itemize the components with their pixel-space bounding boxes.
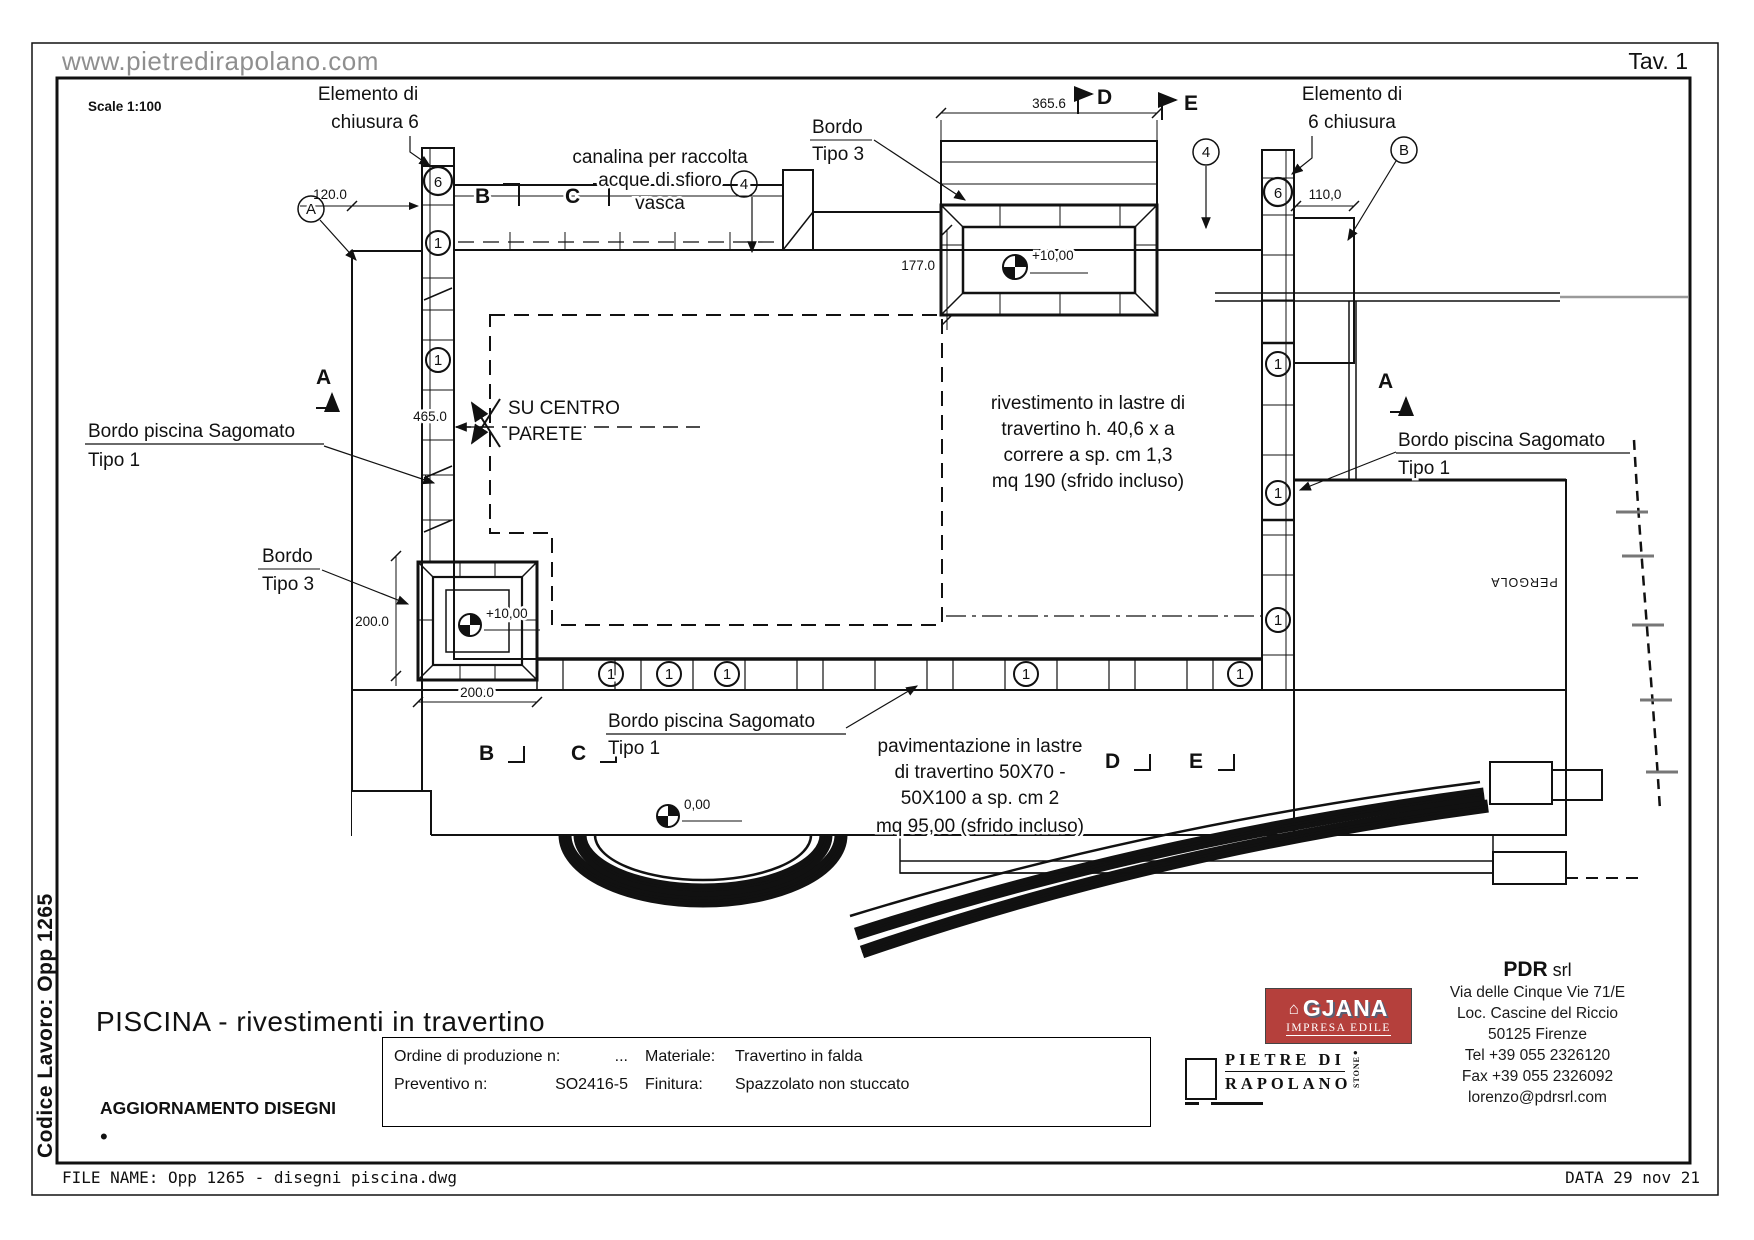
elevation-value: +10,00 [486, 606, 528, 621]
gjana-name: GJANA [1302, 994, 1389, 1021]
label-bordo-tipo3-left [258, 546, 408, 604]
stone-dot: ● [1353, 1048, 1358, 1057]
elevation-value: 0,00 [684, 797, 711, 812]
svg-text:465.0: 465.0 [413, 409, 447, 424]
file-name: FILE NAME: Opp 1265 - disegni piscina.dwg [62, 1168, 457, 1187]
job-code-vertical: Codice Lavoro: Opp 1265 [34, 893, 57, 1158]
order-value: ... [614, 1048, 628, 1065]
callout-1: 1 [1235, 666, 1245, 683]
order-label: Ordine di produzione n: [394, 1048, 561, 1065]
elevation-value: +10,00 [1032, 248, 1074, 263]
callout-6: 6 [1273, 185, 1283, 202]
svg-text:SU CENTRO: SU CENTRO [508, 398, 620, 419]
pdr-type: srl [1547, 960, 1572, 980]
vasca-dashed-outline [456, 315, 1262, 625]
svg-text:110,0: 110,0 [1308, 187, 1342, 202]
website-url: www.pietredirapolano.com [62, 46, 379, 76]
bottom-tile-row [537, 659, 1262, 690]
callout-1: 1 [1273, 612, 1283, 629]
section-a-right: A [1378, 370, 1394, 393]
callout-6: 6 [433, 174, 443, 191]
pdr-address3: 50125 Firenze [1487, 1026, 1588, 1043]
house-icon: ⌂ [1288, 998, 1299, 1018]
svg-text:Elemento di: Elemento di [1301, 84, 1403, 105]
svg-text:vasca: vasca [635, 193, 685, 214]
label-pavimentazione [876, 736, 1084, 837]
label-canalina [572, 147, 748, 214]
section-c-bottom: C [571, 742, 587, 765]
svg-text:correre a sp. cm 1,3: correre a sp. cm 1,3 [1003, 445, 1173, 466]
callout-1: 1 [1273, 356, 1283, 373]
svg-text:200.0: 200.0 [460, 685, 494, 700]
svg-text:mq 95,00 (sfrido incluso): mq 95,00 (sfrido incluso) [875, 816, 1085, 837]
svg-text:di travertino 50X70 -: di travertino 50X70 - [894, 762, 1066, 783]
svg-text:pavimentazione in lastre: pavimentazione in lastre [877, 736, 1083, 757]
material-box [635, 1037, 1151, 1127]
logo-dash [1185, 1102, 1199, 1105]
callout-1: 1 [1273, 485, 1283, 502]
finish-value: Spazzolato non stuccato [735, 1076, 910, 1093]
callout-1: 1 [722, 666, 732, 683]
circle-4-canalina [731, 171, 757, 252]
bordo-tipo3-box [941, 141, 1157, 315]
circle-ref-B [1348, 137, 1417, 240]
section-e-bottom: E [1189, 750, 1204, 773]
section-e-top: E [1184, 92, 1199, 115]
quote-label: Preventivo n: [394, 1076, 488, 1093]
production-box [382, 1037, 637, 1127]
update-label: AGGIORNAMENTO DISEGNI [100, 1098, 336, 1118]
dimension-120 [300, 187, 418, 211]
pdr-contact-block [1420, 958, 1655, 1108]
label-pergola: PERGOLA [1490, 575, 1558, 589]
svg-text:rivestimento in lastre di: rivestimento in lastre di [990, 393, 1186, 414]
dimension-110 [1291, 187, 1359, 211]
svg-text:Bordo piscina Sagomato: Bordo piscina Sagomato [608, 711, 816, 732]
finish-label: Finitura: [645, 1076, 703, 1093]
elevation-marker-paving [657, 797, 742, 827]
gjana-subtitle: IMPRESA EDILE [1286, 1021, 1391, 1034]
drawing-title: PISCINA - rivestimenti in travertino [96, 1006, 546, 1037]
svg-text:travertino h. 40,6 x a: travertino h. 40,6 x a [1001, 419, 1175, 440]
callout-1: 1 [606, 666, 616, 683]
label-sagomato-bottom [606, 686, 917, 759]
section-b-top: B [475, 185, 491, 208]
dimension-200-left [355, 551, 401, 686]
material-value: Travertino in falda [735, 1048, 863, 1065]
svg-text:Bordo piscina Sagomato: Bordo piscina Sagomato [1398, 430, 1606, 451]
svg-text:Tipo 3: Tipo 3 [812, 144, 865, 165]
section-d-top: D [1097, 86, 1113, 109]
svg-text:Bordo: Bordo [262, 546, 313, 567]
dimension-365 [936, 96, 1162, 141]
left-tile-column [422, 148, 454, 562]
svg-text:Tipo 1: Tipo 1 [608, 738, 661, 759]
elevation-marker-pool [1003, 248, 1088, 279]
svg-text:Bordo piscina Sagomato: Bordo piscina Sagomato [88, 421, 296, 442]
svg-text:Tipo 1: Tipo 1 [88, 450, 141, 471]
section-a-left: A [316, 366, 332, 389]
svg-text:4: 4 [739, 176, 749, 193]
svg-text:6 chiusura: 6 chiusura [1308, 112, 1396, 133]
callout-1: 1 [664, 666, 674, 683]
pdr-fax: Fax +39 055 2326092 [1461, 1068, 1614, 1085]
update-bullet: • [100, 1124, 108, 1149]
svg-text:Elemento di: Elemento di [317, 84, 419, 105]
svg-text:A: A [305, 201, 317, 218]
gjana-logo [1265, 988, 1412, 1044]
label-sagomato-left [85, 421, 434, 483]
svg-text:B: B [1398, 142, 1410, 159]
label-elemento-left [318, 84, 430, 166]
svg-text:365.6: 365.6 [1032, 96, 1066, 111]
label-su-centro [472, 398, 620, 447]
sheet-number: Tav. 1 [1628, 48, 1688, 74]
date-label: DATA 29 nov 21 [1565, 1168, 1700, 1187]
pdr-address2: Loc. Cascine del Riccio [1456, 1005, 1619, 1022]
right-tile-column [1262, 150, 1294, 690]
pdr-email: lorenzo@pdrsrl.com [1468, 1089, 1607, 1106]
svg-text:chiusura 6: chiusura 6 [331, 112, 419, 133]
pietre-di-rapolano-logo [1185, 1050, 1375, 1122]
callout-1: 1 [1021, 666, 1031, 683]
pietre-square-icon [1185, 1058, 1217, 1100]
pietre-line2: RAPOLANO [1225, 1074, 1352, 1093]
pdr-tel: Tel +39 055 2326120 [1464, 1047, 1611, 1064]
pietre-line1: PIETRE DI [1225, 1050, 1345, 1072]
pdr-address1: Via delle Cinque Vie 71/E [1449, 984, 1626, 1001]
svg-text:Tipo 1: Tipo 1 [1398, 458, 1451, 479]
svg-text:50X100 a sp. cm 2: 50X100 a sp. cm 2 [900, 788, 1060, 809]
svg-text:Tipo 3: Tipo 3 [262, 574, 315, 595]
scale-label: Scale 1:100 [88, 99, 162, 114]
svg-text:mq 190 (sfrido incluso): mq 190 (sfrido incluso) [991, 471, 1185, 492]
callout-1: 1 [433, 352, 443, 369]
section-b-bottom: B [479, 742, 495, 765]
section-c-top: C [565, 185, 581, 208]
pdr-name: PDR [1503, 958, 1548, 981]
stone-label: STONE [1352, 1056, 1361, 1088]
dimension-200-bottom [413, 685, 542, 707]
circle-4-right [1193, 139, 1219, 228]
svg-text:acque di sfioro: acque di sfioro [598, 170, 722, 191]
svg-text:4: 4 [1201, 144, 1211, 161]
quote-value: SO2416-5 [555, 1076, 628, 1093]
label-elemento-right [1292, 84, 1402, 174]
elevation-marker-spa [459, 606, 540, 636]
svg-text:120.0: 120.0 [313, 187, 347, 202]
label-rivestimento [991, 393, 1185, 492]
svg-text:Bordo: Bordo [812, 117, 863, 138]
svg-text:177.0: 177.0 [901, 258, 935, 273]
svg-text:200.0: 200.0 [355, 614, 389, 629]
logo-dash [1211, 1102, 1263, 1105]
material-label: Materiale: [645, 1048, 716, 1065]
svg-text:canalina per raccolta: canalina per raccolta [572, 147, 748, 168]
section-d-bottom: D [1105, 750, 1121, 773]
callout-1: 1 [433, 235, 443, 252]
svg-text:PARETE: PARETE [508, 424, 583, 445]
